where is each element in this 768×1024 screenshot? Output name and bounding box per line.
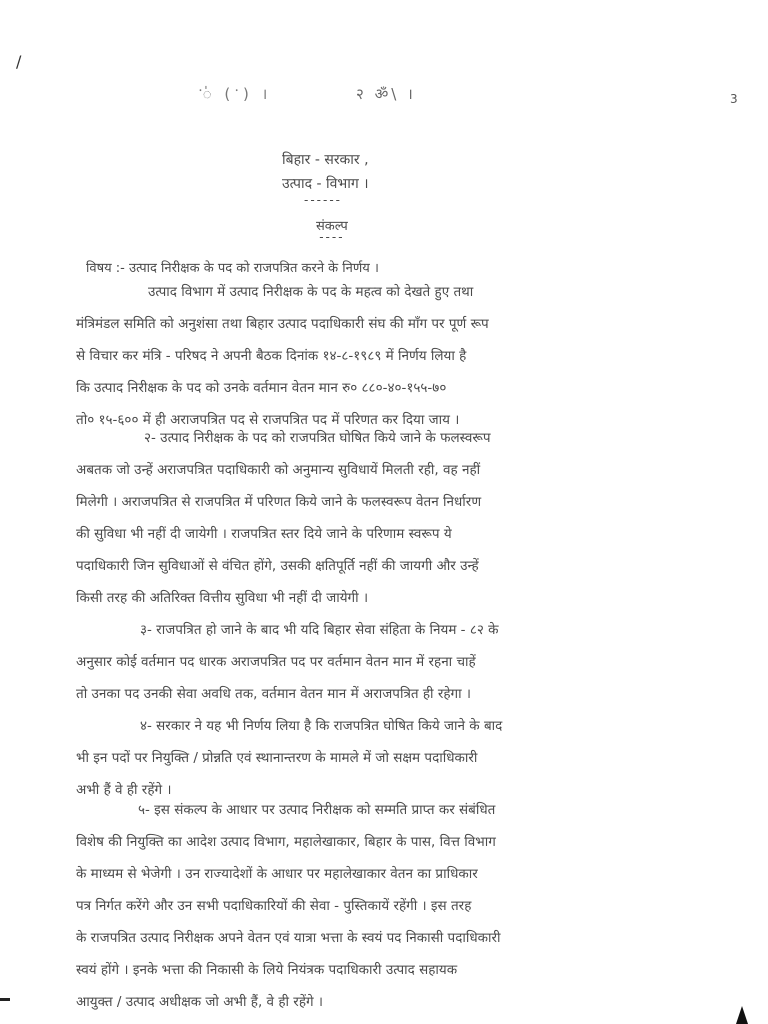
- paragraph-line: उत्पाद विभाग में उत्पाद निरीक्षक के पद के महत्व को देखते हुए तथा: [148, 284, 474, 300]
- paragraph-1: [76, 276, 489, 436]
- paragraph-line: मंत्रिमंडल समिति को अनुशंसा तथा बिहार उत्पाद पदाधिकारी संघ की माँग पर पूर्ण रूप: [76, 316, 489, 332]
- letterhead: [282, 148, 369, 207]
- resolution-underline: ----: [319, 230, 345, 244]
- paragraph-line: ५- इस संकल्प के आधार पर उत्पाद निरीक्षक को सम्मति प्राप्त कर संबंधित: [138, 802, 496, 818]
- paragraph-line: मिलेगी । अराजपत्रित से राजपत्रित में परिणत किये जाने के फलस्वरूप वेतन निर्धारण: [76, 494, 482, 510]
- paragraph-line: ३- राजपत्रित हो जाने के बाद भी यदि बिहार सेवा संहिता के नियम - ८२ के: [140, 622, 499, 638]
- paragraph-line: अनुसार कोई वर्तमान पद धारक अराजपत्रित पद पर वर्तमान वेतन मान में रहना चाहें: [76, 654, 476, 670]
- paragraph-line: अबतक जो उन्हें अराजपत्रित पदाधिकारी को अनुमान्य सुविधायें मिलती रही, वह नहीं: [76, 462, 481, 478]
- margin-mark: /: [16, 52, 22, 71]
- paragraph-3: [76, 614, 499, 710]
- resolution-heading: [316, 216, 348, 244]
- paragraph-line: आयुक्त / उत्पाद अधीक्षक जो अभी हैं, वे ही रहेंगे ।: [76, 994, 324, 1010]
- handwritten-number: २ ॐ\ ।: [356, 85, 416, 103]
- department-underline: ------: [304, 193, 342, 207]
- paragraph-line: भी इन पदों पर नियुक्ति / प्रोन्नति एवं स्थानान्तरण के मामले में जो सक्षम पदाधिकारी: [76, 750, 478, 766]
- paragraph-line: विशेष की नियुक्ति का आदेश उत्पाद विभाग, महालेखाकार, बिहार के पास, वित्त विभाग: [76, 834, 496, 850]
- paragraph-line: अभी हैं वे ही रहेंगे ।: [76, 782, 172, 798]
- paragraph-line: पदाधिकारी जिन सुविधाओं से वंचित होंगे, उसकी क्षतिपूर्ति नहीं की जायगी और उन्हें: [76, 558, 479, 574]
- subject-line: विषय :- उत्पाद निरीक्षक के पद को राजपत्रित करने के निर्णय ।: [86, 261, 379, 276]
- paragraph-5: [76, 794, 501, 1018]
- paragraph-line: के राजपत्रित उत्पाद निरीक्षक अपने वेतन एवं यात्रा भत्ता के स्वयं पद निकासी पदाधिकारी: [76, 930, 501, 946]
- paragraph-line: तो उनका पद उनकी सेवा अवधि तक, वर्तमान वेतन मान में अराजपत्रित ही रहेगा ।: [76, 686, 472, 702]
- paragraph-line: २- उत्पाद निरीक्षक के पद को राजपत्रित घोषित किये जाने के फलस्वरूप: [144, 430, 491, 446]
- paragraph-2: [76, 422, 491, 614]
- paragraph-line: स्वयं होंगे । इनके भत्ता की निकासी के लिये नियंत्रक पदाधिकारी उत्पाद सहायक: [76, 962, 458, 978]
- org-name: बिहार - सरकार ,: [282, 152, 369, 168]
- paragraph-4: [76, 710, 502, 806]
- scan-margin-mark: [0, 998, 10, 1001]
- page-mark: 3: [730, 92, 738, 106]
- scan-corner-mark: [736, 1006, 748, 1024]
- handwritten-reference: ॱ॑ (ॱ) ।: [198, 85, 272, 103]
- paragraph-line: की सुविधा भी नहीं दी जायेगी । राजपत्रित स्तर दिये जाने के परिणाम स्वरूप ये: [76, 526, 452, 542]
- department-name: उत्पाद - विभाग ।: [282, 176, 369, 192]
- resolution-title: संकल्प: [316, 219, 348, 234]
- paragraph-line: किसी तरह की अतिरिक्त वित्तीय सुविधा भी नहीं दी जायेगी ।: [76, 590, 369, 606]
- paragraph-line: कि उत्पाद निरीक्षक के पद को उनके वर्तमान वेतन मान रु० ८८०-४०-१५५-७०: [76, 380, 447, 396]
- paragraph-line: के माध्यम से भेजेगी । उन राज्यादेशों के आधार पर महालेखाकार वेतन का प्राधिकार: [76, 866, 478, 882]
- paragraph-line: तो० १५-६०० में ही अराजपत्रित पद से राजपत्रित पद में परिणत कर दिया जाय ।: [76, 412, 460, 428]
- paragraph-line: से विचार कर मंत्रि - परिषद ने अपनी बैठक दिनांक १४-८-१९८९ में निर्णय लिया है: [76, 348, 467, 364]
- paragraph-line: ४- सरकार ने यह भी निर्णय लिया है कि राजपत्रित घोषित किये जाने के बाद: [140, 718, 503, 734]
- paragraph-line: पत्र निर्गत करेंगे और उन सभी पदाधिकारियों की सेवा - पुस्तिकायें रहेंगी । इस तरह: [76, 898, 472, 914]
